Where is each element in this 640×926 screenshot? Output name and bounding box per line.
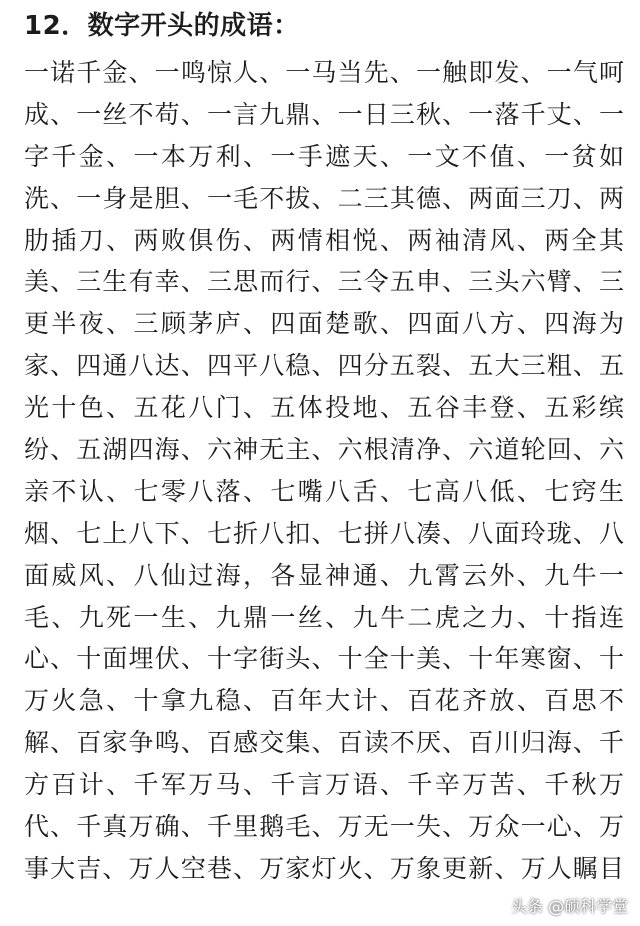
text-line: 解、百家争鸣、百感交集、百读不厌、百川归海、千 [24, 728, 624, 758]
text-line: 面威风、八仙过海，各显神通、九霄云外、九牛一 [24, 560, 624, 590]
text-line: 万火急、十拿九稳、百年大计、百花齐放、百思不 [24, 686, 624, 716]
text-line: 更半夜、三顾茅庐、四面楚歌、四面八方、四海为 [24, 309, 624, 339]
text-line: 烟、七上八下、七折八扣、七拼八凑、八面玲珑、八 [24, 518, 624, 548]
text-line: 家、四通八达、四平八稳、四分五裂、五大三粗、五 [24, 351, 624, 381]
text-line: 一诺千金、一鸣惊人、一马当先、一触即发、一气呵 [24, 58, 624, 87]
text-line: 亲不认、七零八落、七嘴八舌、七高八低、七窍生 [24, 476, 624, 506]
text-line: 代、千真万确、千里鹅毛、万无一失、万众一心、万 [24, 812, 624, 842]
text-line: 毛、九死一生、九鼎一丝、九牛二虎之力、十指连 [24, 602, 624, 632]
text-line: 光十色、五花八门、五体投地、五谷丰登、五彩缤 [24, 393, 624, 423]
text-line: 字千金、一本万利、一手遮天、一文不值、一贫如 [24, 141, 624, 171]
text-line: 美、三生有幸、三思而行、三令五申、三头六臂、三 [24, 267, 624, 297]
text-line: 方百计、千军万马、千言万语、千辛万苦、千秋万 [24, 770, 624, 800]
text-line: 肋插刀、两败俱伤、两情相悦、两袖清风、两全其 [24, 225, 624, 255]
text-line: 洗、一身是胆、一毛不拔、二三其德、两面三刀、两 [24, 183, 624, 213]
text-line: 心、十面埋伏、十字街头、十全十美、十年寒窗、十 [24, 644, 624, 674]
idiom-paragraph [24, 52, 624, 890]
text-line: 成、一丝不苟、一言九鼎、一日三秋、一落千丈、一 [24, 99, 624, 129]
source-watermark: 头条 @硕科学堂 [510, 897, 628, 916]
text-line: 事大吉、万人空巷、万家灯火、万象更新、万人瞩目 [24, 853, 624, 883]
text-line: 纷、五湖四海、六神无主、六根清净、六道轮回、六 [24, 435, 624, 465]
section-heading: 12．数字开头的成语： [24, 11, 300, 41]
